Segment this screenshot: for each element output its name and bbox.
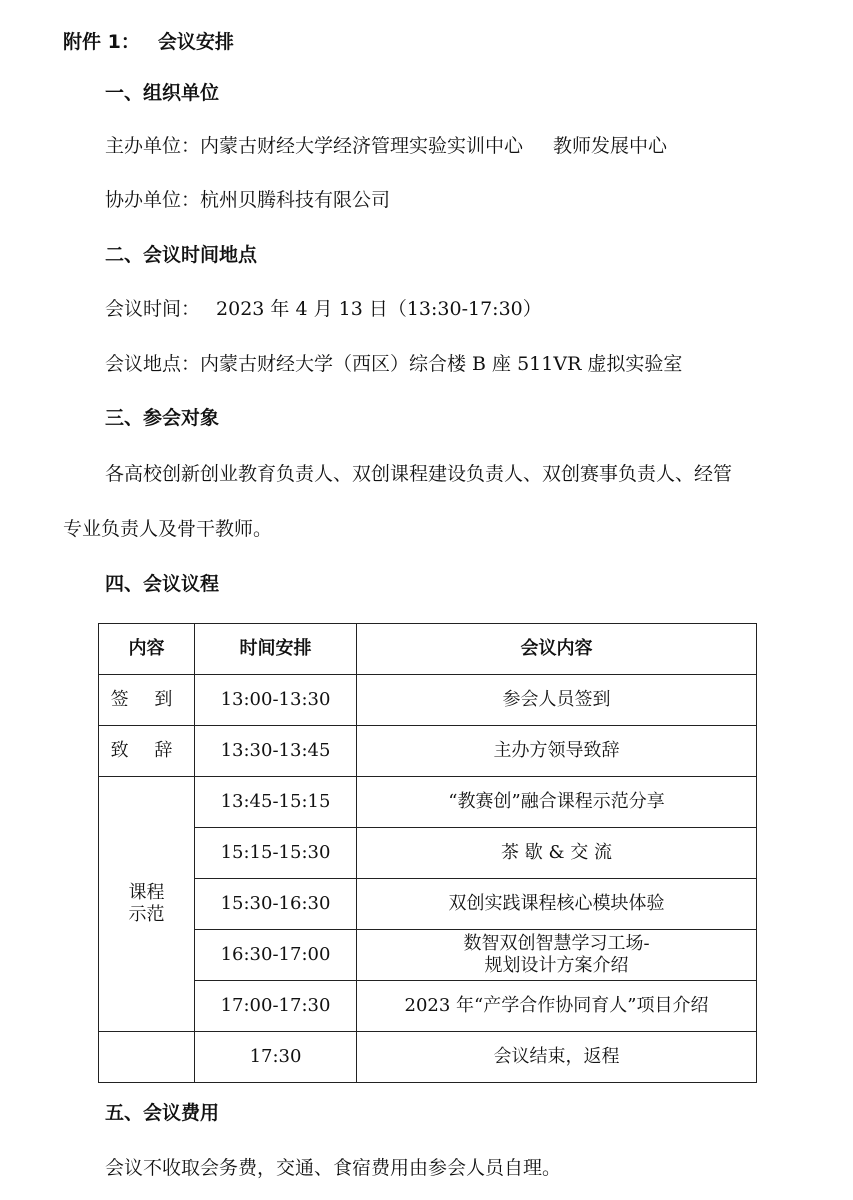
- co-host-label: 协办单位：: [105, 189, 201, 211]
- co-host-line: [105, 188, 390, 212]
- row-content: 致 辞: [99, 726, 195, 777]
- table-row: [99, 777, 757, 828]
- row-detail: 会议结束，返程: [357, 1032, 757, 1083]
- place-label: 会议地点：: [105, 353, 201, 375]
- attachment-heading: 会议安排: [157, 31, 234, 53]
- table-row: [99, 981, 757, 1032]
- audience-line-2: 专业负责人及骨干教师。: [63, 518, 273, 540]
- section-heading-org: 一、组织单位: [105, 82, 220, 104]
- row-time: 15:30-16:30: [195, 879, 357, 930]
- row-time: 16:30-17:00: [195, 930, 357, 981]
- row-time: 15:15-15:30: [195, 828, 357, 879]
- row-detail-line2: 规划设计方案介绍: [484, 955, 629, 976]
- section-heading-time-place: 二、会议时间地点: [105, 244, 258, 266]
- host-value-2: 教师发展中心: [553, 135, 668, 157]
- table-row: [99, 675, 757, 726]
- row-detail-line1: 数智双创智慧学习工场-: [463, 933, 650, 954]
- row-content: [99, 1032, 195, 1083]
- place-line: [105, 352, 682, 376]
- table-row: [99, 879, 757, 930]
- row-content-course-demo: [99, 777, 195, 1032]
- course-label-line1: 课程: [128, 882, 165, 903]
- attachment-prefix: 附件 1：: [63, 31, 140, 53]
- row-detail: “教赛创”融合课程示范分享: [357, 777, 757, 828]
- host-label: 主办单位：: [105, 135, 201, 157]
- fees-text: 会议不收取会务费，交通、食宿费用由参会人员自理。: [105, 1157, 562, 1179]
- course-label-line2: 示范: [128, 904, 165, 925]
- row-detail: 2023 年“产学合作协同育人”项目介绍: [357, 981, 757, 1032]
- row-detail: 主办方领导致辞: [357, 726, 757, 777]
- row-time: 13:30-13:45: [195, 726, 357, 777]
- row-detail: 茶 歇 & 交 流: [357, 828, 757, 879]
- table-row: [99, 1032, 757, 1083]
- co-host-value: 杭州贝腾科技有限公司: [200, 189, 391, 211]
- audience-line-1: 各高校创新创业教育负责人、双创课程建设负责人、双创赛事负责人、经管: [105, 463, 733, 485]
- time-value: 2023 年 4 月 13 日（13:30-17:30）: [216, 298, 542, 320]
- section-heading-audience: 三、参会对象: [105, 407, 220, 429]
- row-time: 13:45-15:15: [195, 777, 357, 828]
- row-time: 17:30: [195, 1032, 357, 1083]
- host-line: [105, 134, 667, 158]
- place-value: 内蒙古财经大学（西区）综合楼 B 座 511VR 虚拟实验室: [200, 353, 683, 375]
- row-detail: 双创实践课程核心模块体验: [357, 879, 757, 930]
- column-header-time: 时间安排: [195, 624, 357, 675]
- table-header-row: [99, 624, 757, 675]
- table-row: [99, 828, 757, 879]
- table-row: [99, 930, 757, 981]
- table-row: [99, 726, 757, 777]
- row-detail-multiline: [357, 930, 757, 981]
- section-heading-fees: 五、会议费用: [105, 1102, 220, 1124]
- row-detail: 参会人员签到: [357, 675, 757, 726]
- row-time: 17:00-17:30: [195, 981, 357, 1032]
- column-header-detail: 会议内容: [357, 624, 757, 675]
- row-content: 签 到: [99, 675, 195, 726]
- row-time: 13:00-13:30: [195, 675, 357, 726]
- agenda-table: [98, 623, 757, 1083]
- attachment-title: [63, 30, 234, 54]
- time-line: [105, 297, 542, 321]
- column-header-content: 内容: [99, 624, 195, 675]
- host-value: 内蒙古财经大学经济管理实验实训中心: [200, 135, 524, 157]
- section-heading-agenda: 四、会议议程: [105, 573, 220, 595]
- time-label: 会议时间：: [105, 298, 201, 320]
